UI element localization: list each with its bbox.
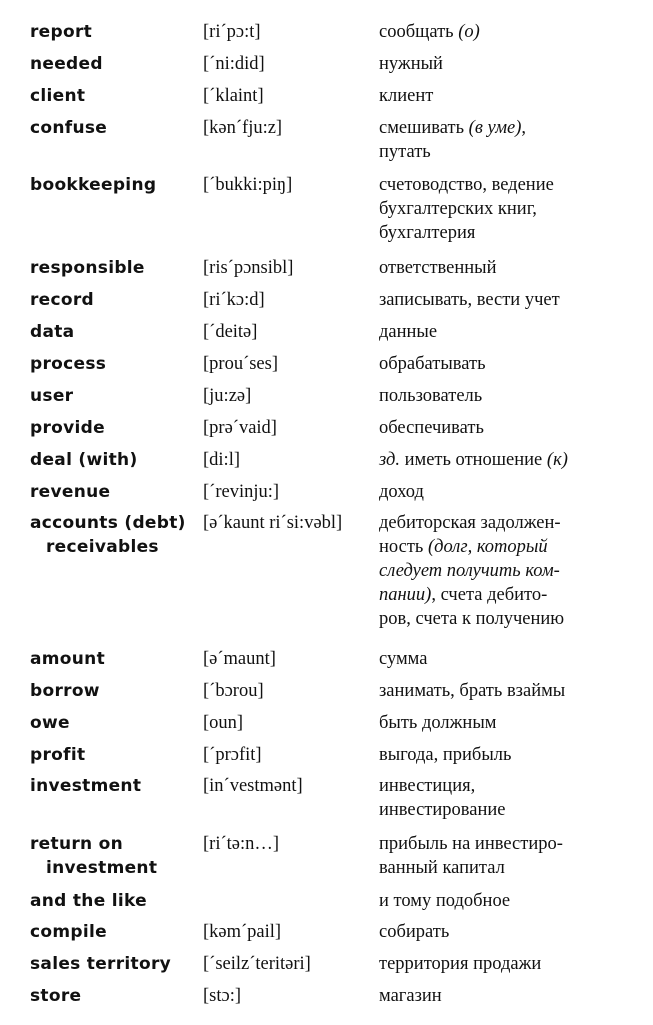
entry-transcription: [´seilz´teritəri] [203, 954, 311, 974]
entry-transcription: [´prɔfit] [203, 745, 262, 765]
translation-line: записывать, вести учет [379, 290, 560, 310]
translation-line: путать [379, 142, 431, 162]
term-line: needed [30, 54, 103, 74]
translation-line: ответственный [379, 258, 497, 278]
translation-line: инвестирование [379, 800, 506, 820]
term-line: user [30, 386, 74, 406]
entry-term [30, 743, 200, 767]
entry-transcription: [in´vestmənt] [203, 776, 303, 796]
entry-term [30, 679, 200, 703]
entry-transcription: [ə´kaunt ri´si:vəbl] [203, 513, 343, 533]
translation-line: ванный капитал [379, 858, 505, 878]
entry-translation [379, 20, 644, 44]
entry-transcription: [´klaint] [203, 86, 264, 106]
term-line: accounts (debt) [30, 513, 186, 533]
entry-translation [379, 352, 644, 376]
entry-transcription: [oun] [203, 713, 244, 733]
entry-translation [379, 116, 644, 164]
entry-translation [379, 173, 644, 245]
term-line: store [30, 986, 82, 1006]
entry-translation [379, 889, 644, 913]
term-line: amount [30, 649, 105, 669]
translation-line: нужный [379, 54, 443, 74]
entry-transcription: [prou´ses] [203, 354, 279, 374]
term-line: bookkeeping [30, 175, 157, 195]
term-line: sales territory [30, 954, 172, 974]
entry-transcription: [ju:zə] [203, 386, 252, 406]
term-line: deal (with) [30, 450, 138, 470]
term-line: return on [30, 834, 124, 854]
translation-line: бухгалтерия [379, 223, 476, 243]
entry-term [30, 511, 200, 559]
entry-translation [379, 480, 644, 504]
translation-line: сумма [379, 649, 428, 669]
term-line: data [30, 322, 75, 342]
entry-translation [379, 679, 644, 703]
entry-transcription: [ri´pɔ:t] [203, 22, 261, 42]
translation-line: зд. иметь отношение (к) [379, 450, 568, 470]
entry-translation [379, 743, 644, 767]
term-line: confuse [30, 118, 108, 138]
entry-transcription: [ri´kɔ:d] [203, 290, 265, 310]
entry-transcription: [´bukki:piŋ] [203, 175, 293, 195]
entry-translation [379, 384, 644, 408]
entry-term [30, 320, 200, 344]
term-line: revenue [30, 482, 111, 502]
term-line: responsible [30, 258, 145, 278]
entry-translation [379, 952, 644, 976]
term-line: client [30, 86, 86, 106]
entry-translation [379, 647, 644, 671]
entry-term [30, 832, 200, 880]
entry-translation [379, 711, 644, 735]
translation-line: собирать [379, 922, 450, 942]
entry-transcription: [ə´maunt] [203, 649, 276, 669]
entry-term [30, 920, 200, 944]
term-line: borrow [30, 681, 100, 701]
term-line: investment [30, 776, 142, 796]
translation-line: доход [379, 482, 424, 502]
term-line: provide [30, 418, 105, 438]
translation-line: и тому подобное [379, 891, 511, 911]
entry-term [30, 448, 200, 472]
translation-line: смешивать (в уме), [379, 118, 527, 138]
entry-translation [379, 288, 644, 312]
entry-translation [379, 320, 644, 344]
entry-transcription: [´bɔrou] [203, 681, 264, 701]
entry-term [30, 256, 200, 280]
term-line: receivables [46, 537, 159, 557]
entry-term [30, 774, 200, 798]
term-line: and the like [30, 891, 147, 911]
translation-line: пании), счета дебито- [379, 585, 548, 605]
entry-translation [379, 511, 644, 631]
entry-transcription: [kən´fju:z] [203, 118, 283, 138]
entry-term [30, 647, 200, 671]
translation-line: быть должным [379, 713, 497, 733]
entry-transcription: [prə´vaid] [203, 418, 277, 438]
entry-term [30, 20, 200, 44]
entry-term [30, 384, 200, 408]
entry-term [30, 52, 200, 76]
entry-translation [379, 984, 644, 1008]
term-line: process [30, 354, 107, 374]
entry-term [30, 952, 200, 976]
translation-line: следует получить ком- [379, 561, 560, 581]
translation-line: обрабатывать [379, 354, 486, 374]
translation-line: сообщать (о) [379, 22, 480, 42]
entry-term [30, 288, 200, 312]
entry-term [30, 116, 200, 140]
translation-line: магазин [379, 986, 442, 1006]
entry-translation [379, 256, 644, 280]
entry-term [30, 711, 200, 735]
entry-term [30, 352, 200, 376]
translation-line: дебиторская задолжен- [379, 513, 561, 533]
entry-transcription: [kəm´pail] [203, 922, 282, 942]
entry-transcription: [´ni:did] [203, 54, 265, 74]
translation-line: ность (долг, который [379, 537, 548, 557]
term-line: record [30, 290, 95, 310]
entry-translation [379, 448, 644, 472]
entry-term [30, 984, 200, 1008]
translation-line: прибыль на инвестиро- [379, 834, 563, 854]
translation-line: пользователь [379, 386, 483, 406]
translation-line: данные [379, 322, 438, 342]
entry-transcription: [´revinju:] [203, 482, 280, 502]
entry-translation [379, 832, 644, 880]
term-line: owe [30, 713, 70, 733]
entry-transcription: [ri´tə:n…] [203, 834, 280, 854]
translation-line: ров, счета к получению [379, 609, 565, 629]
entry-transcription: [´deitə] [203, 322, 258, 342]
entry-transcription: [ris´pɔnsibl] [203, 258, 294, 278]
entry-transcription: [stɔ:] [203, 986, 242, 1006]
entry-term [30, 416, 200, 440]
term-line: profit [30, 745, 86, 765]
entry-translation [379, 84, 644, 108]
translation-line: обеспечивать [379, 418, 484, 438]
entry-term [30, 84, 200, 108]
translation-line: выгода, прибыль [379, 745, 512, 765]
entry-term [30, 480, 200, 504]
entry-translation [379, 52, 644, 76]
translation-line: бухгалтерских книг, [379, 199, 537, 219]
translation-line: территория продажи [379, 954, 542, 974]
translation-line: клиент [379, 86, 434, 106]
entry-translation [379, 416, 644, 440]
entry-translation [379, 920, 644, 944]
translation-line: счетоводство, ведение [379, 175, 554, 195]
term-line: investment [46, 858, 158, 878]
entry-term [30, 173, 200, 197]
term-line: report [30, 22, 93, 42]
entry-translation [379, 774, 644, 822]
entry-transcription: [di:l] [203, 450, 240, 470]
translation-line: занимать, брать взаймы [379, 681, 566, 701]
entry-term [30, 889, 200, 913]
translation-line: инвестиция, [379, 776, 476, 796]
term-line: compile [30, 922, 107, 942]
